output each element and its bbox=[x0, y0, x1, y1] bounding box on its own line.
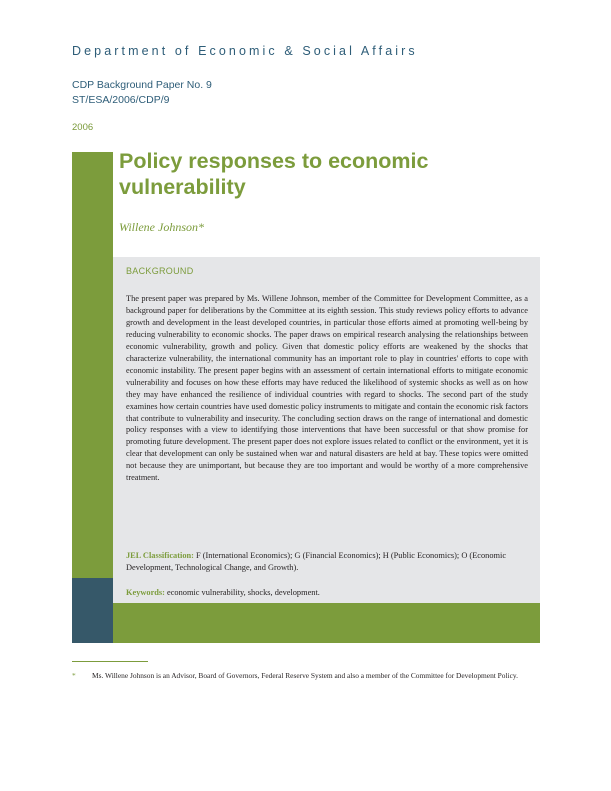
footnote bbox=[72, 671, 542, 681]
author-name: Willene Johnson* bbox=[119, 220, 204, 234]
navy-sidebar-block bbox=[72, 578, 113, 643]
publication-year: 2006 bbox=[72, 122, 94, 133]
abstract-text: The present paper was prepared by Ms. Willene Johnson, member of the Committee for Development Committee, as a background paper for deliberations by the Committee at its eighth session. This study reviews policy efforts to advance growth and development in the least developed countries, in particular those efforts aimed at promoting well-being by reducing vulnerability to economic shocks. The paper draws on empirical research analysing the relationships between economic vulnerability, growth and policy. Given that domestic policy efforts are weakened by the shocks that characterize vulnerability, the international community has an important role to play in countries' efforts to cope with economic instability. The present paper begins with an assessment of certain international efforts to mitigate economic vulnerability and focuses on how these efforts may have reduced the likelihood of systemic shocks as well as on how they may have enhanced the resilience of individual countries with regard to shocks. The second part of the study examines how certain countries have used domestic policy instruments to mitigate and contain the economic risk factors that contribute to vulnerability and insecurity. The concluding section draws on the range of international and domestic policy responses with a view to identifying those interventions that have been successful or that show promise for promoting future development. The present paper does not explore issues related to conflict or the environment, yet it is clear that development can only be sustained when war and natural disasters are held at bay. These topics were omitted not because they are unimportant, but because they are too important and would be worthy of a more comprehensive treatment. bbox=[126, 294, 528, 483]
jel-text: F (International Economics); G (Financial Economics); H (Public Economics); O (Economic Development, Technological Change, and Growth). bbox=[126, 551, 507, 572]
keywords-label: Keywords: bbox=[126, 588, 165, 597]
green-bottom-band bbox=[113, 603, 540, 643]
keywords-text: economic vulnerability, shocks, development. bbox=[164, 588, 320, 597]
footnote-marker: * bbox=[72, 671, 76, 680]
paper-title: Policy responses to economic vulnerability bbox=[119, 149, 429, 199]
jel-label: JEL Classification: bbox=[126, 551, 194, 560]
green-sidebar-bar bbox=[72, 152, 113, 578]
document-code: ST/ESA/2006/CDP/9 bbox=[72, 94, 170, 106]
paper-series bbox=[72, 78, 212, 108]
series-number: CDP Background Paper No. 9 bbox=[72, 79, 212, 91]
background-heading: BACKGROUND bbox=[126, 266, 194, 276]
footnote-rule bbox=[72, 661, 148, 662]
footnote-text: Ms. Willene Johnson is an Advisor, Board of Governors, Federal Reserve System and also a member of the Committee for Development Policy. bbox=[92, 671, 518, 680]
jel-classification bbox=[126, 550, 528, 574]
department-header: Department of Economic & Social Affairs bbox=[72, 44, 418, 58]
keywords bbox=[126, 587, 528, 599]
